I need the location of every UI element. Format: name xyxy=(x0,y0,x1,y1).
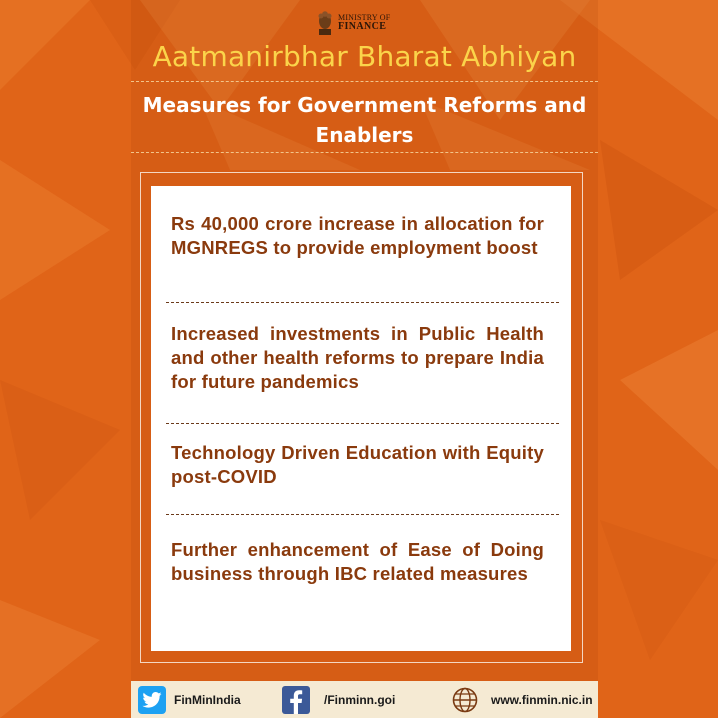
globe-icon xyxy=(451,686,479,714)
measure-item-1: Rs 40,000 crore increase in allocation for MGNREGS to provide employment boost xyxy=(171,213,544,258)
measure-divider xyxy=(166,514,559,515)
measure-divider xyxy=(166,302,559,303)
twitter-link[interactable] xyxy=(138,681,241,718)
ministry-line-2: FINANCE xyxy=(338,21,387,32)
page-title: Aatmanirbhar Bharat Abhiyan xyxy=(152,40,577,73)
footer-bar xyxy=(131,681,598,718)
measure-divider xyxy=(166,423,559,424)
measure-item-4: Further enhancement of Ease of Doing business through IBC related measures xyxy=(171,539,544,584)
subtitle-divider xyxy=(131,152,598,153)
website-link[interactable] xyxy=(451,681,593,718)
measure-item-3: Technology Driven Education with Equity post-COVID xyxy=(171,442,544,487)
subtitle-line-1: Measures for Government Reforms and xyxy=(142,93,587,117)
facebook-icon xyxy=(282,686,310,714)
ministry-line-1: MINISTRY OF xyxy=(338,13,391,22)
ministry-logo xyxy=(316,8,400,38)
website-url: www.finmin.nic.in xyxy=(491,692,593,707)
facebook-handle: /Finminn.goi xyxy=(324,692,396,707)
national-emblem-icon xyxy=(316,9,334,37)
twitter-handle: FinMinIndia xyxy=(174,692,241,707)
measure-item-2: Increased investments in Public Health and other health reforms to prepare India for future pandemics xyxy=(171,323,544,392)
twitter-icon xyxy=(138,686,166,714)
title-divider xyxy=(131,81,598,82)
facebook-link[interactable] xyxy=(282,681,395,718)
page-subtitle xyxy=(131,90,598,150)
subtitle-line-2: Enablers xyxy=(315,123,414,147)
ministry-name xyxy=(338,14,390,32)
measures-card xyxy=(151,186,571,651)
